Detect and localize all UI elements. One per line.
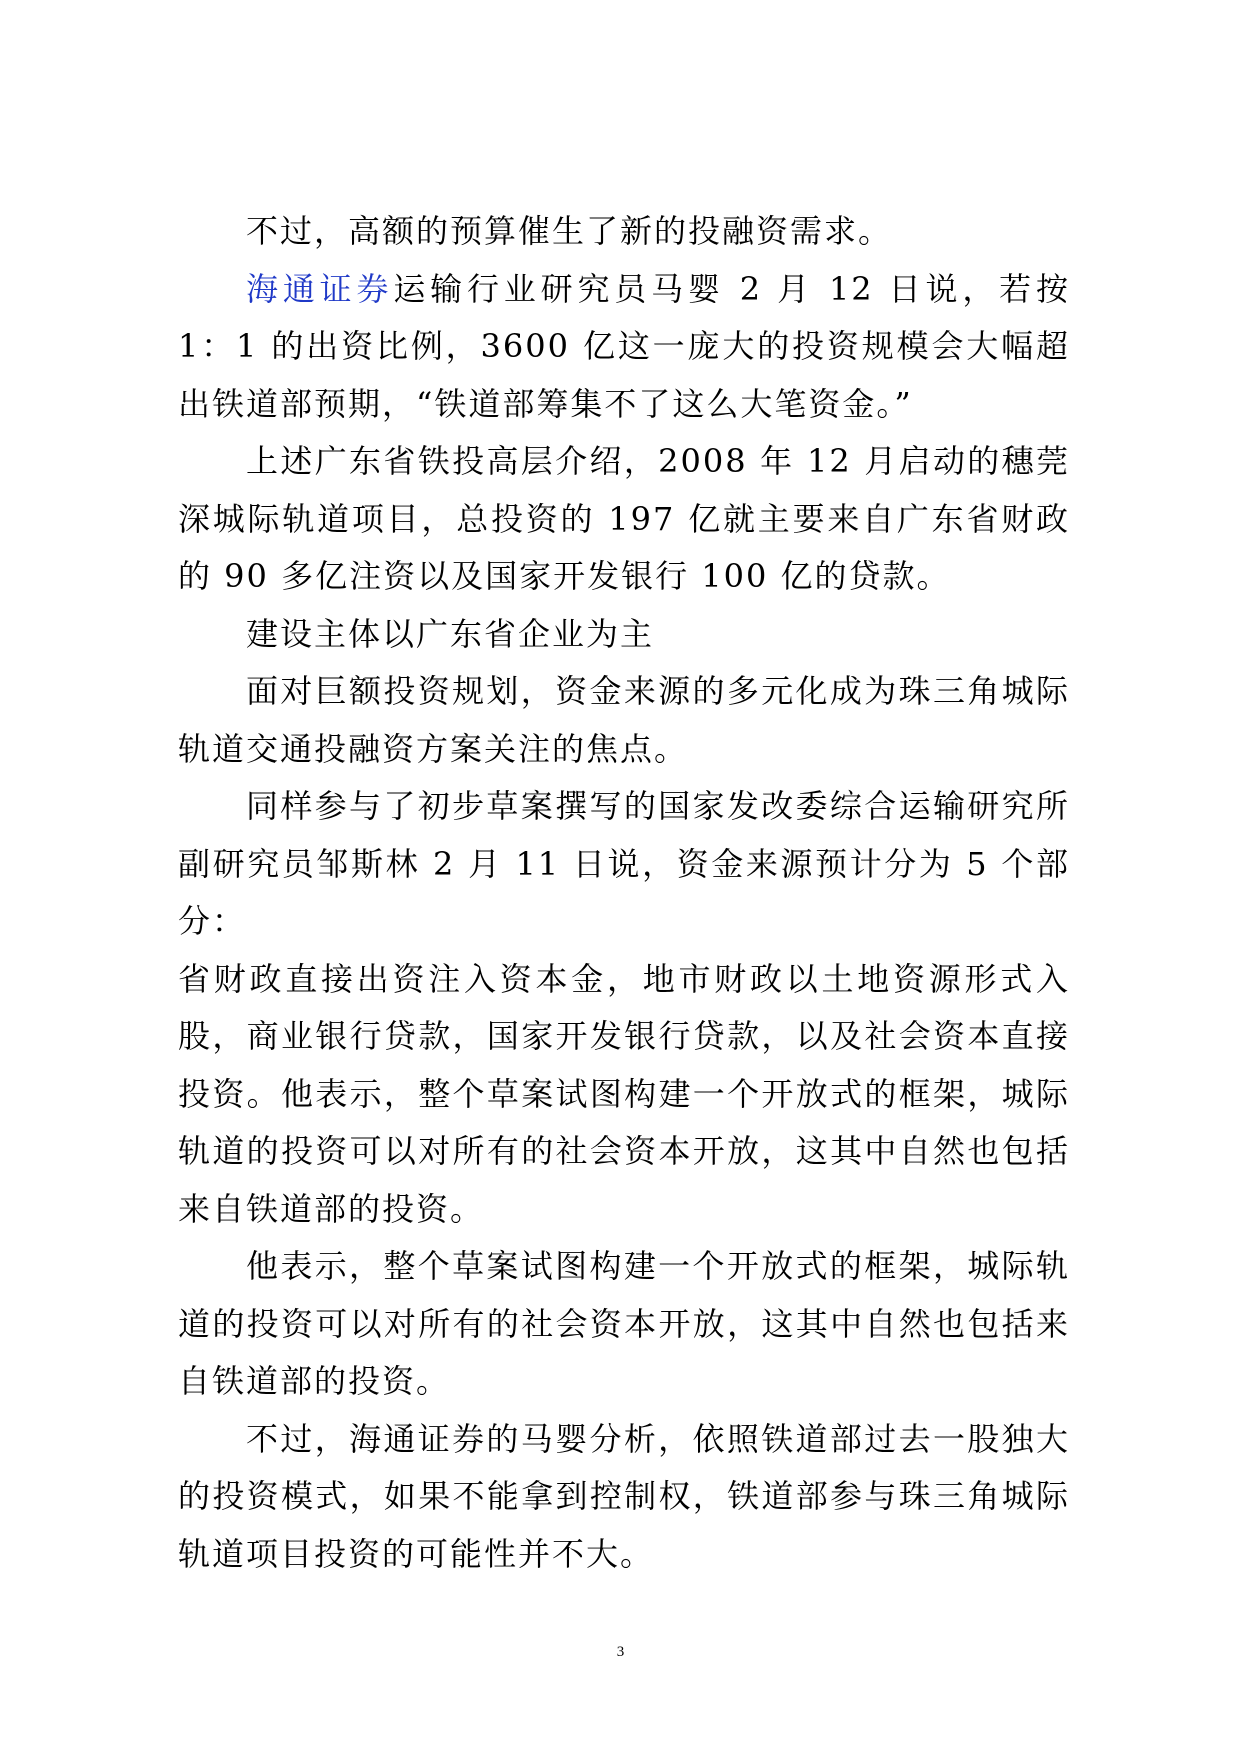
paragraph-9: 不过，海通证券的马婴分析，依照铁道部过去一股独大的投资模式，如果不能拿到控制权，铁道部参与珠三角城际轨道项目投资的可能性并不大。 <box>178 1419 1070 1573</box>
paragraph-7: 省财政直接出资注入资本金，地市财政以土地资源形式入股，商业银行贷款，国家开发银行贷款，以及社会资本直接投资。他表示，整个草案试图构建一个开放式的框架，城际轨道的投资可以对所有的社会资本开放，这其中自然也包括来自铁道部的投资。 <box>178 959 1070 1228</box>
haitong-securities-link[interactable]: 海通证券 <box>246 269 394 308</box>
paragraph-2: 海通证券运输行业研究员马婴 2 月 12 日说，若按 1：1 的出资比例，3600 亿这一庞大的投资规模会大幅超出铁道部预期，“铁道部筹集不了这么大笔资金。” <box>178 269 1070 423</box>
paragraph-8: 他表示，整个草案试图构建一个开放式的框架，城际轨道的投资可以对所有的社会资本开放，这其中自然也包括来自铁道部的投资。 <box>178 1247 1070 1400</box>
paragraph-5: 面对巨额投资规划，资金来源的多元化成为珠三角城际轨道交通投融资方案关注的焦点。 <box>178 672 1070 768</box>
paragraph-3: 上述广东省铁投高层介绍，2008 年 12 月启动的穗莞深城际轨道项目，总投资的 197 亿就主要来自广东省财政的 90 多亿注资以及国家开发银行 100 亿的贷款。 <box>178 442 1070 595</box>
page-number: 3 <box>616 1644 625 1660</box>
paragraph-6: 同样参与了初步草案撰写的国家发改委综合运输研究所副研究员邹斯林 2 月 11 日说，资金来源预计分为 5 个部分： <box>178 787 1070 940</box>
section-heading: 建设主体以广东省企业为主 <box>246 614 655 653</box>
paragraph-1: 不过，高额的预算催生了新的投融资需求。 <box>246 212 893 250</box>
document-body <box>178 203 1070 1583</box>
